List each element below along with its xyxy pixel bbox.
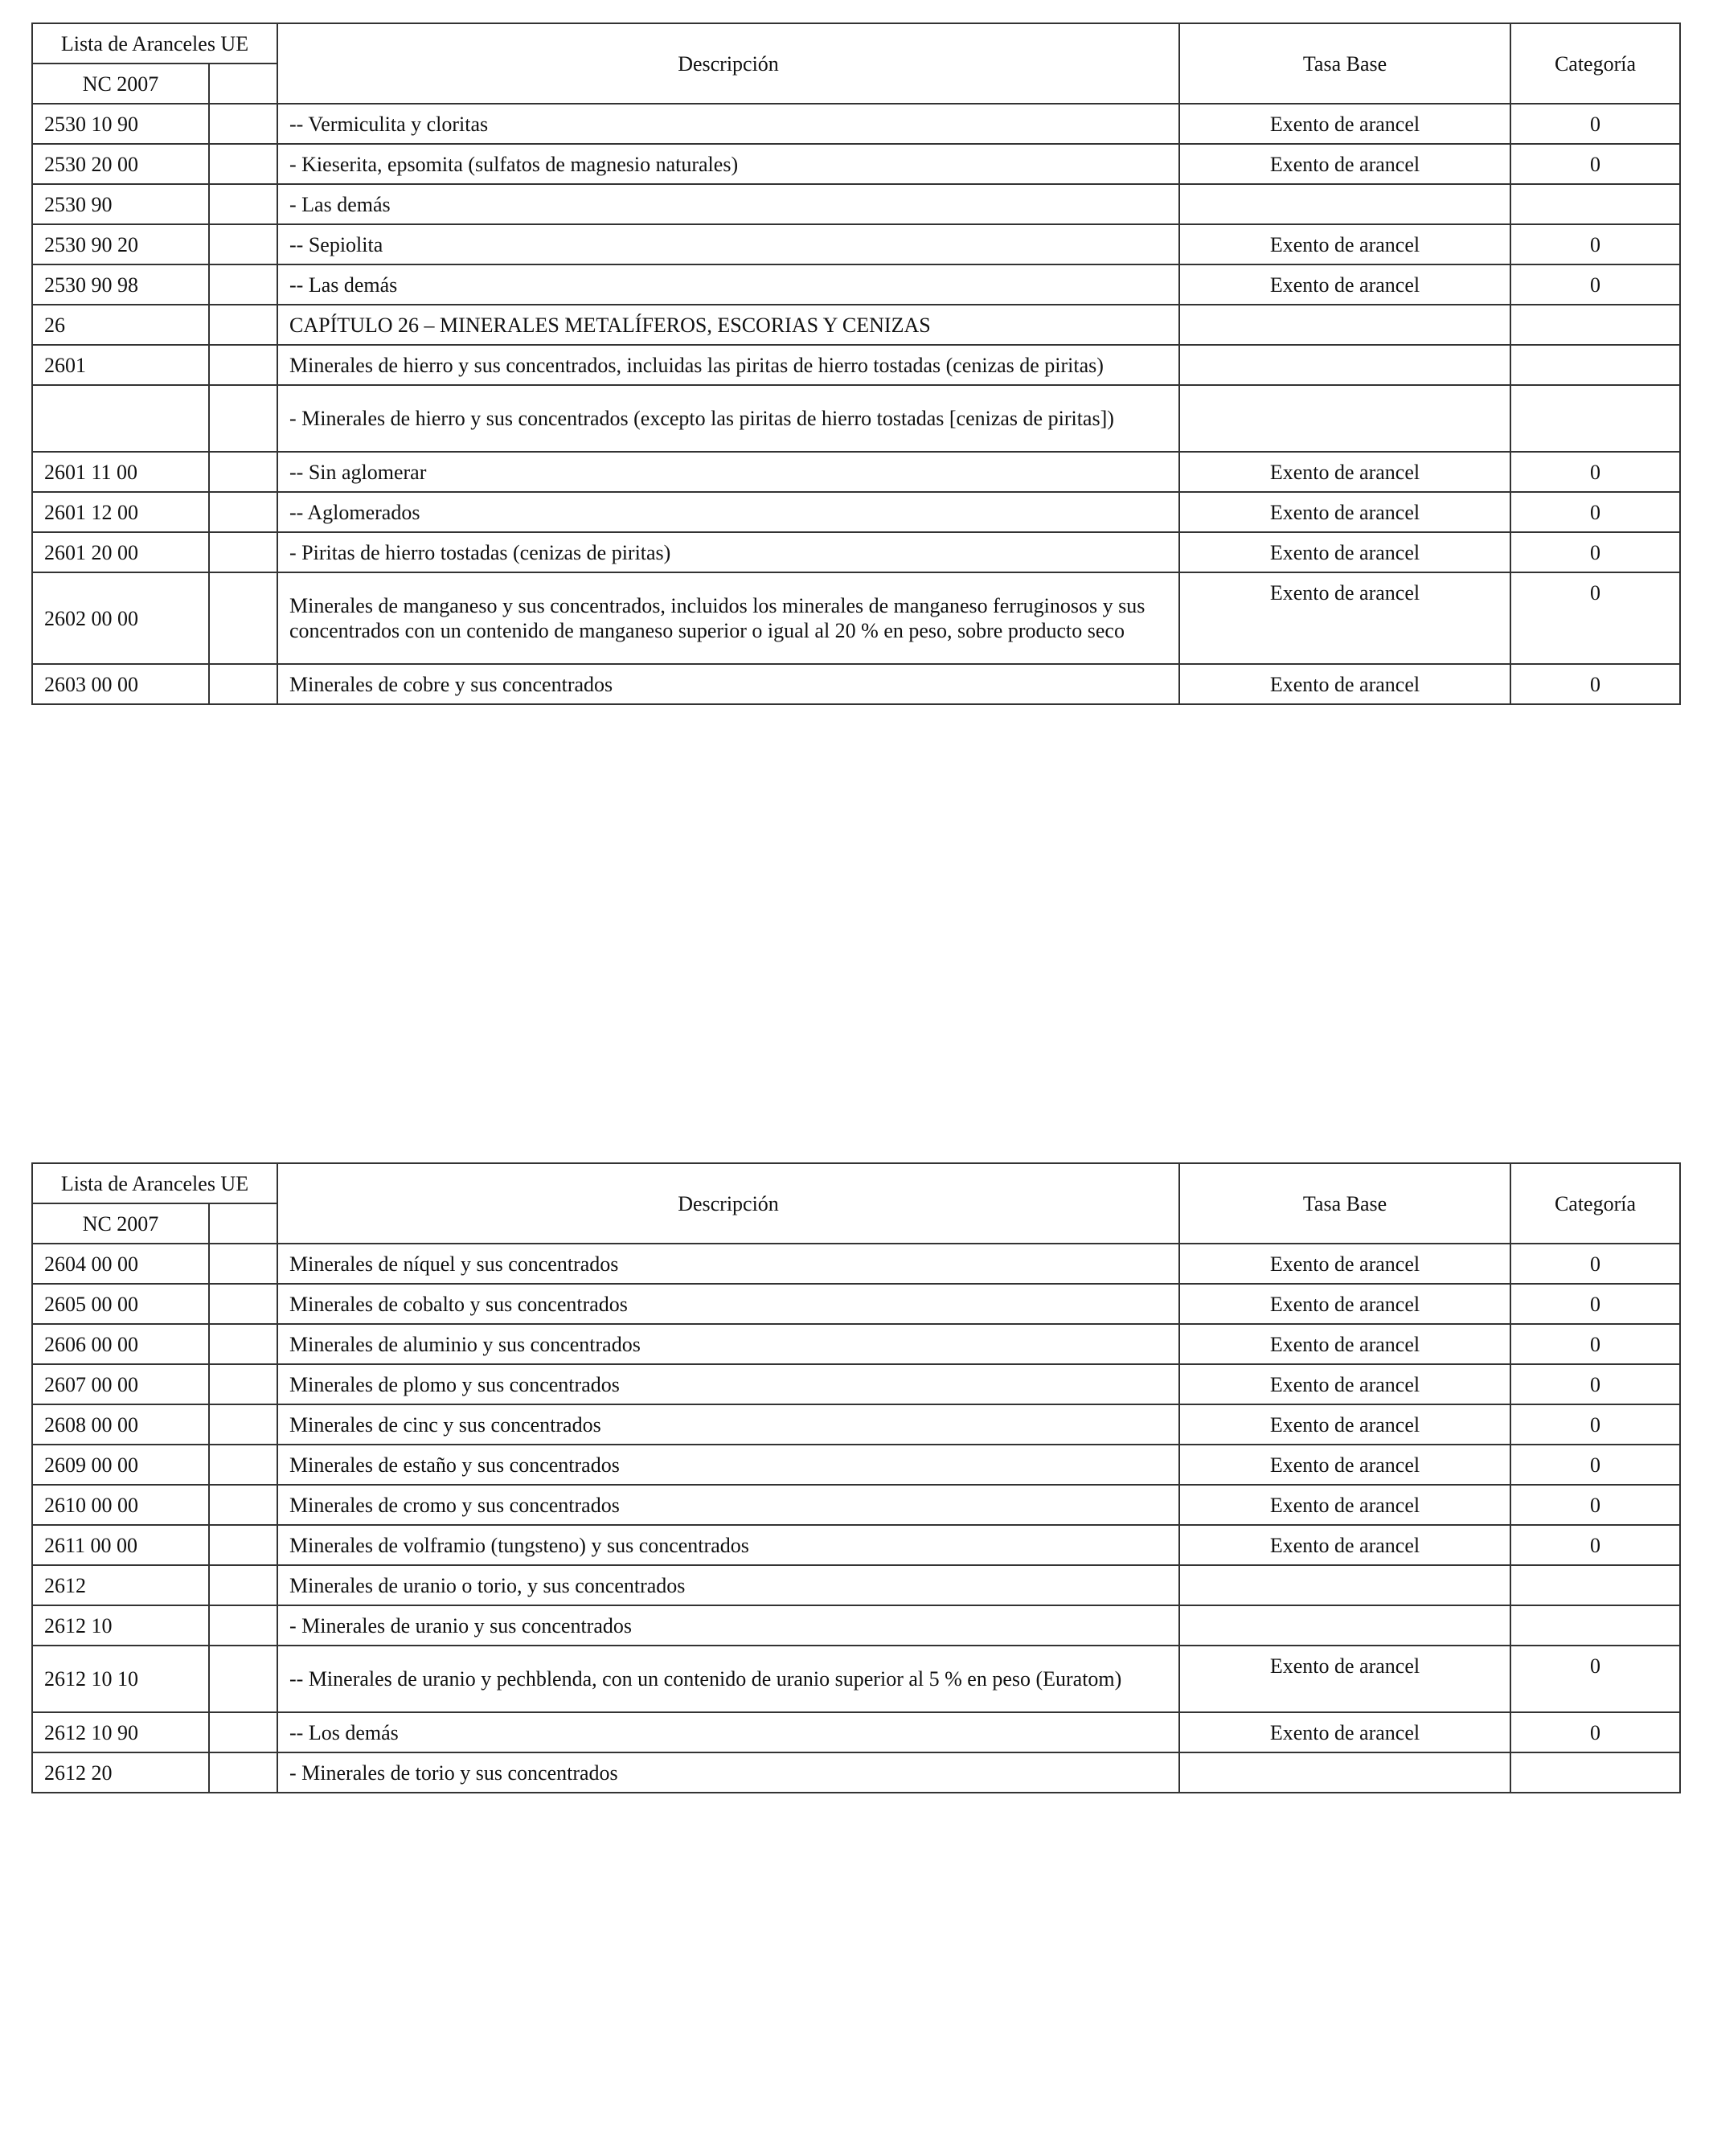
code-cell bbox=[32, 385, 209, 452]
table-row bbox=[32, 224, 1680, 264]
code-cell: 2601 12 00 bbox=[32, 492, 209, 532]
description-header: Descripción bbox=[277, 1163, 1179, 1244]
table-row bbox=[32, 305, 1680, 345]
table-row bbox=[32, 532, 1680, 572]
code-cell: 2530 20 00 bbox=[32, 144, 209, 184]
code-cell: 2612 20 bbox=[32, 1752, 209, 1793]
category-cell: 0 bbox=[1510, 1485, 1680, 1525]
description-cell: - Minerales de uranio y sus concentrados bbox=[277, 1605, 1179, 1646]
blank-cell bbox=[209, 104, 277, 144]
blank-cell bbox=[209, 1324, 277, 1364]
blank-header bbox=[209, 1203, 277, 1244]
description-cell: Minerales de cobre y sus concentrados bbox=[277, 664, 1179, 704]
category-header: Categoría bbox=[1510, 23, 1680, 104]
blank-cell bbox=[209, 1485, 277, 1525]
category-cell: 0 bbox=[1510, 104, 1680, 144]
blank-header bbox=[209, 64, 277, 104]
category-cell: 0 bbox=[1510, 1324, 1680, 1364]
table-row bbox=[32, 1284, 1680, 1324]
table-row bbox=[32, 264, 1680, 305]
category-cell: 0 bbox=[1510, 1525, 1680, 1565]
description-cell: Minerales de volframio (tungsteno) y sus concentrados bbox=[277, 1525, 1179, 1565]
description-cell: -- Vermiculita y cloritas bbox=[277, 104, 1179, 144]
blank-cell bbox=[209, 1605, 277, 1646]
rate-cell bbox=[1179, 184, 1510, 224]
description-cell: -- Aglomerados bbox=[277, 492, 1179, 532]
base-rate-header: Tasa Base bbox=[1179, 23, 1510, 104]
rate-cell: Exento de arancel bbox=[1179, 492, 1510, 532]
blank-cell bbox=[209, 144, 277, 184]
category-cell: 0 bbox=[1510, 1244, 1680, 1284]
table-row bbox=[32, 104, 1680, 144]
table-row bbox=[32, 1712, 1680, 1752]
table-row bbox=[32, 1244, 1680, 1284]
blank-cell bbox=[209, 1404, 277, 1445]
category-cell bbox=[1510, 1752, 1680, 1793]
code-cell: 2611 00 00 bbox=[32, 1525, 209, 1565]
description-cell: -- Los demás bbox=[277, 1712, 1179, 1752]
rate-cell bbox=[1179, 385, 1510, 452]
description-cell: Minerales de cobalto y sus concentrados bbox=[277, 1284, 1179, 1324]
category-cell: 0 bbox=[1510, 1445, 1680, 1485]
rate-cell: Exento de arancel bbox=[1179, 1324, 1510, 1364]
table-row bbox=[32, 1364, 1680, 1404]
table-row bbox=[32, 572, 1680, 664]
blank-cell bbox=[209, 1284, 277, 1324]
blank-cell bbox=[209, 1525, 277, 1565]
category-cell: 0 bbox=[1510, 452, 1680, 492]
code-cell: 2601 11 00 bbox=[32, 452, 209, 492]
blank-cell bbox=[209, 1244, 277, 1284]
description-cell: Minerales de cinc y sus concentrados bbox=[277, 1404, 1179, 1445]
code-cell: 2530 90 98 bbox=[32, 264, 209, 305]
table-row bbox=[32, 144, 1680, 184]
description-cell: Minerales de estaño y sus concentrados bbox=[277, 1445, 1179, 1485]
category-cell bbox=[1510, 1565, 1680, 1605]
table-row bbox=[32, 1525, 1680, 1565]
blank-cell bbox=[209, 184, 277, 224]
code-cell: 26 bbox=[32, 305, 209, 345]
table-row bbox=[32, 1324, 1680, 1364]
category-cell: 0 bbox=[1510, 224, 1680, 264]
rate-cell: Exento de arancel bbox=[1179, 1646, 1510, 1712]
rate-cell: Exento de arancel bbox=[1179, 532, 1510, 572]
description-cell: Minerales de manganeso y sus concentrados, incluidos los minerales de manganeso ferruginosos y sus concentrados con un contenido de manganeso superior o igual al 20 % en peso, sobre producto seco bbox=[277, 572, 1179, 664]
code-cell: 2601 20 00 bbox=[32, 532, 209, 572]
table-row bbox=[32, 1605, 1680, 1646]
rate-cell: Exento de arancel bbox=[1179, 104, 1510, 144]
description-cell: -- Sepiolita bbox=[277, 224, 1179, 264]
category-cell: 0 bbox=[1510, 492, 1680, 532]
rate-cell bbox=[1179, 1605, 1510, 1646]
description-cell: - Minerales de torio y sus concentrados bbox=[277, 1752, 1179, 1793]
description-cell: -- Minerales de uranio y pechblenda, con un contenido de uranio superior al 5 % en peso (Euratom) bbox=[277, 1646, 1179, 1712]
code-cell: 2609 00 00 bbox=[32, 1445, 209, 1485]
blank-cell bbox=[209, 1364, 277, 1404]
rate-cell: Exento de arancel bbox=[1179, 1485, 1510, 1525]
tariff-table-1 bbox=[31, 23, 1681, 705]
description-cell: Minerales de aluminio y sus concentrados bbox=[277, 1324, 1179, 1364]
base-rate-header: Tasa Base bbox=[1179, 1163, 1510, 1244]
description-cell: - Piritas de hierro tostadas (cenizas de piritas) bbox=[277, 532, 1179, 572]
rate-cell: Exento de arancel bbox=[1179, 1364, 1510, 1404]
category-cell bbox=[1510, 345, 1680, 385]
rate-cell: Exento de arancel bbox=[1179, 1525, 1510, 1565]
table-row bbox=[32, 385, 1680, 452]
blank-cell bbox=[209, 1445, 277, 1485]
table-row bbox=[32, 452, 1680, 492]
table-row bbox=[32, 1404, 1680, 1445]
code-cell: 2610 00 00 bbox=[32, 1485, 209, 1525]
table-row bbox=[32, 184, 1680, 224]
code-cell: 2603 00 00 bbox=[32, 664, 209, 704]
table-row bbox=[32, 1485, 1680, 1525]
category-cell: 0 bbox=[1510, 572, 1680, 664]
blank-cell bbox=[209, 385, 277, 452]
category-cell: 0 bbox=[1510, 1364, 1680, 1404]
blank-cell bbox=[209, 1752, 277, 1793]
rate-cell: Exento de arancel bbox=[1179, 1712, 1510, 1752]
tariff-table-2 bbox=[31, 1162, 1681, 1793]
table-row bbox=[32, 1445, 1680, 1485]
category-cell: 0 bbox=[1510, 1284, 1680, 1324]
category-cell: 0 bbox=[1510, 1646, 1680, 1712]
blank-cell bbox=[209, 305, 277, 345]
rate-cell: Exento de arancel bbox=[1179, 144, 1510, 184]
blank-cell bbox=[209, 1646, 277, 1712]
category-cell bbox=[1510, 1605, 1680, 1646]
table-row bbox=[32, 345, 1680, 385]
nc-header: NC 2007 bbox=[32, 1203, 209, 1244]
description-cell: - Kieserita, epsomita (sulfatos de magnesio naturales) bbox=[277, 144, 1179, 184]
description-cell: Minerales de cromo y sus concentrados bbox=[277, 1485, 1179, 1525]
code-cell: 2530 90 bbox=[32, 184, 209, 224]
blank-cell bbox=[209, 492, 277, 532]
description-cell: -- Las demás bbox=[277, 264, 1179, 305]
description-cell: Minerales de uranio o torio, y sus concentrados bbox=[277, 1565, 1179, 1605]
rate-cell bbox=[1179, 305, 1510, 345]
code-cell: 2602 00 00 bbox=[32, 572, 209, 664]
rate-cell bbox=[1179, 345, 1510, 385]
code-cell: 2605 00 00 bbox=[32, 1284, 209, 1324]
code-cell: 2612 10 bbox=[32, 1605, 209, 1646]
category-cell: 0 bbox=[1510, 664, 1680, 704]
description-header: Descripción bbox=[277, 23, 1179, 104]
rate-cell: Exento de arancel bbox=[1179, 264, 1510, 305]
table-header-row bbox=[32, 1163, 1680, 1203]
blank-cell bbox=[209, 572, 277, 664]
rate-cell: Exento de arancel bbox=[1179, 1404, 1510, 1445]
code-cell: 2606 00 00 bbox=[32, 1324, 209, 1364]
category-cell bbox=[1510, 184, 1680, 224]
table-row bbox=[32, 1565, 1680, 1605]
table-row bbox=[32, 664, 1680, 704]
rate-cell: Exento de arancel bbox=[1179, 1284, 1510, 1324]
code-cell: 2608 00 00 bbox=[32, 1404, 209, 1445]
rate-cell: Exento de arancel bbox=[1179, 572, 1510, 664]
rate-cell: Exento de arancel bbox=[1179, 1445, 1510, 1485]
list-title-header: Lista de Aranceles UE bbox=[32, 23, 277, 64]
blank-cell bbox=[209, 1565, 277, 1605]
category-cell: 0 bbox=[1510, 1404, 1680, 1445]
blank-cell bbox=[209, 664, 277, 704]
blank-cell bbox=[209, 345, 277, 385]
blank-cell bbox=[209, 452, 277, 492]
code-cell: 2612 10 10 bbox=[32, 1646, 209, 1712]
table-header-row bbox=[32, 23, 1680, 64]
code-cell: 2612 bbox=[32, 1565, 209, 1605]
code-cell: 2530 10 90 bbox=[32, 104, 209, 144]
category-cell: 0 bbox=[1510, 532, 1680, 572]
category-header: Categoría bbox=[1510, 1163, 1680, 1244]
rate-cell: Exento de arancel bbox=[1179, 664, 1510, 704]
category-cell bbox=[1510, 385, 1680, 452]
rate-cell bbox=[1179, 1565, 1510, 1605]
code-cell: 2601 bbox=[32, 345, 209, 385]
list-title-header: Lista de Aranceles UE bbox=[32, 1163, 277, 1203]
description-cell: -- Sin aglomerar bbox=[277, 452, 1179, 492]
blank-cell bbox=[209, 532, 277, 572]
code-cell: 2607 00 00 bbox=[32, 1364, 209, 1404]
category-cell: 0 bbox=[1510, 1712, 1680, 1752]
blank-cell bbox=[209, 264, 277, 305]
category-cell bbox=[1510, 305, 1680, 345]
rate-cell bbox=[1179, 1752, 1510, 1793]
code-cell: 2604 00 00 bbox=[32, 1244, 209, 1284]
rate-cell: Exento de arancel bbox=[1179, 224, 1510, 264]
table-row bbox=[32, 492, 1680, 532]
nc-header: NC 2007 bbox=[32, 64, 209, 104]
description-cell: Minerales de níquel y sus concentrados bbox=[277, 1244, 1179, 1284]
description-cell: - Las demás bbox=[277, 184, 1179, 224]
category-cell: 0 bbox=[1510, 264, 1680, 305]
rate-cell: Exento de arancel bbox=[1179, 452, 1510, 492]
description-cell: Minerales de hierro y sus concentrados, incluidas las piritas de hierro tostadas (cenizas de piritas) bbox=[277, 345, 1179, 385]
code-cell: 2530 90 20 bbox=[32, 224, 209, 264]
description-cell: Minerales de plomo y sus concentrados bbox=[277, 1364, 1179, 1404]
table-row bbox=[32, 1752, 1680, 1793]
blank-cell bbox=[209, 224, 277, 264]
description-cell: CAPÍTULO 26 – MINERALES METALÍFEROS, ESCORIAS Y CENIZAS bbox=[277, 305, 1179, 345]
code-cell: 2612 10 90 bbox=[32, 1712, 209, 1752]
rate-cell: Exento de arancel bbox=[1179, 1244, 1510, 1284]
category-cell: 0 bbox=[1510, 144, 1680, 184]
table-row bbox=[32, 1646, 1680, 1712]
description-cell: - Minerales de hierro y sus concentrados (excepto las piritas de hierro tostadas [cenizas de piritas]) bbox=[277, 385, 1179, 452]
blank-cell bbox=[209, 1712, 277, 1752]
